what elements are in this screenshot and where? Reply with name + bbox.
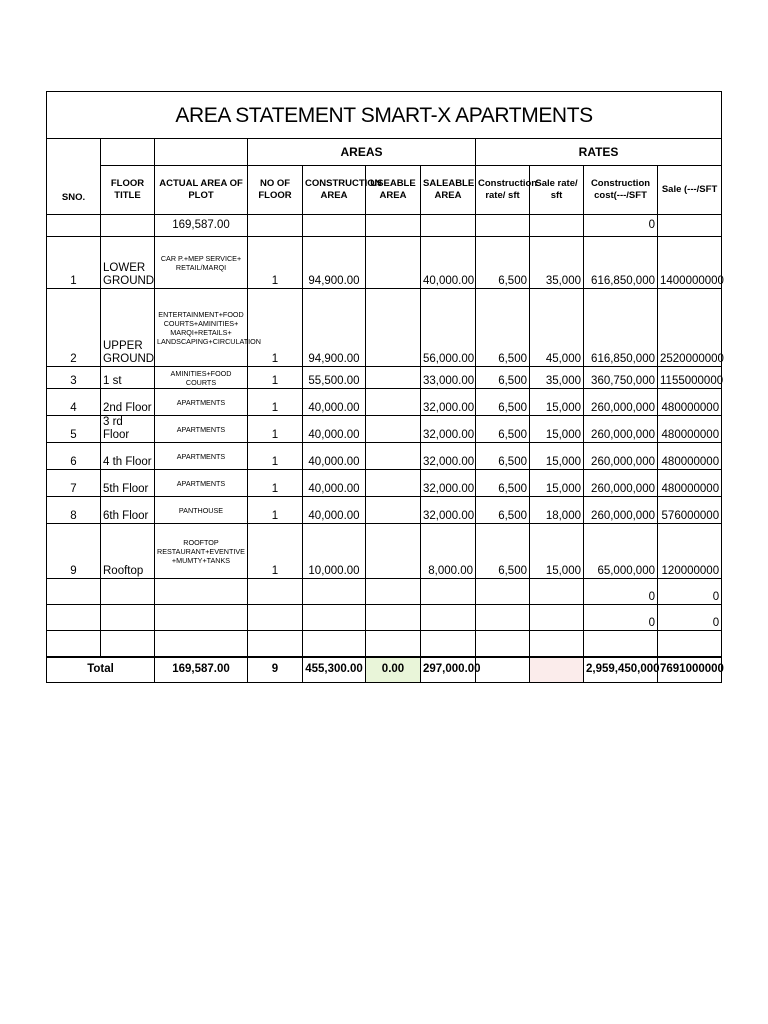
total-row <box>47 657 722 683</box>
row-sale-rate: 15,000 <box>530 524 584 579</box>
row-useable-area <box>366 470 421 497</box>
row-construction-rate: 6,500 <box>476 497 530 524</box>
row-no-of-floor: 1 <box>248 389 303 416</box>
row-useable-area <box>366 289 421 367</box>
row-sale-rate: 15,000 <box>530 416 584 443</box>
row-no-of-floor: 1 <box>248 470 303 497</box>
total-useable-area: 0.00 <box>366 657 421 683</box>
row-no-of-floor: 1 <box>248 416 303 443</box>
extra-sale <box>658 631 722 657</box>
row-construction-area: 94,900.00 <box>303 289 366 367</box>
row-sale-rate: 35,000 <box>530 237 584 289</box>
table-row <box>47 367 722 389</box>
row-sno: 1 <box>47 237 101 289</box>
total-saleable-area: 297,000.00 <box>421 657 476 683</box>
row-construction-rate: 6,500 <box>476 443 530 470</box>
total-construction-cost: 2,959,450,000 <box>584 657 658 683</box>
total-no-of-floor: 9 <box>248 657 303 683</box>
row-description: APARTMENTS <box>155 443 248 470</box>
total-label: Total <box>47 657 155 683</box>
empty-row <box>47 605 722 631</box>
total-construction-area: 455,300.00 <box>303 657 366 683</box>
row-construction-cost: 360,750,000 <box>584 367 658 389</box>
row-description: CAR P.+MEP SERVICE+ RETAIL/MARQI <box>155 237 248 289</box>
row-sale-rate: 18,000 <box>530 497 584 524</box>
row-saleable-area: 40,000.00 <box>421 237 476 289</box>
row-sale: 480000000 <box>658 416 722 443</box>
row-construction-area: 10,000.00 <box>303 524 366 579</box>
table-row <box>47 524 722 579</box>
row-floor-title: 6th Floor <box>101 497 155 524</box>
plot-actual-area: 169,587.00 <box>155 215 248 237</box>
plot-construction-cost: 0 <box>584 215 658 237</box>
row-sno: 4 <box>47 389 101 416</box>
row-no-of-floor: 1 <box>248 524 303 579</box>
row-sale: 576000000 <box>658 497 722 524</box>
table-row <box>47 416 722 443</box>
total-sale: 7691000000 <box>658 657 722 683</box>
row-construction-rate: 6,500 <box>476 367 530 389</box>
row-construction-rate: 6,500 <box>476 389 530 416</box>
header-floor-title: FLOOR TITLE <box>101 166 155 215</box>
row-floor-title: 2nd Floor <box>101 389 155 416</box>
row-no-of-floor: 1 <box>248 367 303 389</box>
row-useable-area <box>366 443 421 470</box>
row-description: APARTMENTS <box>155 389 248 416</box>
row-saleable-area: 32,000.00 <box>421 497 476 524</box>
row-useable-area <box>366 524 421 579</box>
row-saleable-area: 32,000.00 <box>421 416 476 443</box>
empty-row <box>47 631 722 657</box>
table-row <box>47 497 722 524</box>
table-row <box>47 470 722 497</box>
row-description: APARTMENTS <box>155 416 248 443</box>
row-construction-cost: 260,000,000 <box>584 416 658 443</box>
empty-row <box>47 579 722 605</box>
row-construction-rate: 6,500 <box>476 237 530 289</box>
row-construction-rate: 6,500 <box>476 416 530 443</box>
sheet-title: AREA STATEMENT SMART-X APARTMENTS <box>47 92 722 139</box>
row-sale: 120000000 <box>658 524 722 579</box>
row-useable-area <box>366 416 421 443</box>
row-sno: 3 <box>47 367 101 389</box>
row-sno: 6 <box>47 443 101 470</box>
row-sale: 480000000 <box>658 443 722 470</box>
row-sno: 5 <box>47 416 101 443</box>
row-sale: 1400000000 <box>658 237 722 289</box>
row-sno: 8 <box>47 497 101 524</box>
extra-construction-cost: 0 <box>584 605 658 631</box>
row-no-of-floor: 1 <box>248 237 303 289</box>
row-description: APARTMENTS <box>155 470 248 497</box>
row-sale-rate: 15,000 <box>530 470 584 497</box>
row-description: AMINITIES+FOOD COURTS <box>155 367 248 389</box>
row-floor-title: 3 rd Floor <box>101 416 155 443</box>
extra-construction-cost <box>584 631 658 657</box>
extra-sale: 0 <box>658 605 722 631</box>
row-floor-title: 4 th Floor <box>101 443 155 470</box>
row-saleable-area: 8,000.00 <box>421 524 476 579</box>
row-construction-rate: 6,500 <box>476 289 530 367</box>
row-floor-title: Rooftop <box>101 524 155 579</box>
row-construction-area: 40,000.00 <box>303 497 366 524</box>
row-floor-title: LOWER GROUND <box>101 237 155 289</box>
group-rates: RATES <box>476 139 722 166</box>
row-floor-title: 5th Floor <box>101 470 155 497</box>
group-areas: AREAS <box>248 139 476 166</box>
row-description: ROOFTOP RESTAURANT+EVENTIVE +MUMTY+TANKS <box>155 524 248 579</box>
row-sale: 2520000000 <box>658 289 722 367</box>
row-saleable-area: 33,000.00 <box>421 367 476 389</box>
total-actual-area: 169,587.00 <box>155 657 248 683</box>
row-sale-rate: 15,000 <box>530 443 584 470</box>
header-no-of-floor: NO OF FLOOR <box>248 166 303 215</box>
row-saleable-area: 56,000.00 <box>421 289 476 367</box>
row-saleable-area: 32,000.00 <box>421 389 476 416</box>
row-useable-area <box>366 367 421 389</box>
row-sale: 480000000 <box>658 470 722 497</box>
row-useable-area <box>366 237 421 289</box>
table-row <box>47 443 722 470</box>
row-no-of-floor: 1 <box>248 443 303 470</box>
header-useable-area: USEABLE AREA <box>366 166 421 215</box>
extra-construction-cost: 0 <box>584 579 658 605</box>
row-construction-cost: 65,000,000 <box>584 524 658 579</box>
row-construction-area: 94,900.00 <box>303 237 366 289</box>
header-saleable-area: SALEABLE AREA <box>421 166 476 215</box>
row-construction-area: 55,500.00 <box>303 367 366 389</box>
row-construction-area: 40,000.00 <box>303 416 366 443</box>
row-construction-cost: 260,000,000 <box>584 497 658 524</box>
header-actual-area: ACTUAL AREA OF PLOT <box>155 166 248 215</box>
plot-row <box>47 215 722 237</box>
row-construction-area: 40,000.00 <box>303 443 366 470</box>
row-construction-area: 40,000.00 <box>303 389 366 416</box>
header-sno: SNO. <box>47 139 101 215</box>
row-construction-cost: 260,000,000 <box>584 470 658 497</box>
header-sale-rate: Sale rate/ sft <box>530 166 584 215</box>
row-sno: 9 <box>47 524 101 579</box>
row-floor-title: 1 st <box>101 367 155 389</box>
row-description: ENTERTAINMENT+FOOD COURTS+AMINITIES+ MARQI+RETAILS+ LANDSCAPING+CIRCULATION <box>155 289 248 367</box>
row-construction-area: 40,000.00 <box>303 470 366 497</box>
header-construction-cost: Construction cost(---/SFT <box>584 166 658 215</box>
header-construction-area: CONSTRUCTION AREA <box>303 166 366 215</box>
row-construction-cost: 616,850,000 <box>584 289 658 367</box>
header-sale: Sale (---/SFT <box>658 166 722 215</box>
row-construction-cost: 260,000,000 <box>584 443 658 470</box>
row-sale-rate: 35,000 <box>530 367 584 389</box>
row-saleable-area: 32,000.00 <box>421 443 476 470</box>
row-construction-cost: 260,000,000 <box>584 389 658 416</box>
row-sale-rate: 45,000 <box>530 289 584 367</box>
row-construction-rate: 6,500 <box>476 470 530 497</box>
row-construction-rate: 6,500 <box>476 524 530 579</box>
area-statement-table <box>46 91 722 683</box>
row-sale: 480000000 <box>658 389 722 416</box>
row-sale: 1155000000 <box>658 367 722 389</box>
table-row <box>47 289 722 367</box>
row-sno: 2 <box>47 289 101 367</box>
row-sale-rate: 15,000 <box>530 389 584 416</box>
table-row <box>47 389 722 416</box>
row-sno: 7 <box>47 470 101 497</box>
row-description: PANTHOUSE <box>155 497 248 524</box>
row-saleable-area: 32,000.00 <box>421 470 476 497</box>
area-statement-sheet <box>46 91 724 683</box>
row-floor-title: UPPER GROUND <box>101 289 155 367</box>
row-no-of-floor: 1 <box>248 289 303 367</box>
row-no-of-floor: 1 <box>248 497 303 524</box>
row-useable-area <box>366 497 421 524</box>
header-construction-rate: Construction rate/ sft <box>476 166 530 215</box>
table-row <box>47 237 722 289</box>
row-useable-area <box>366 389 421 416</box>
extra-sale: 0 <box>658 579 722 605</box>
row-construction-cost: 616,850,000 <box>584 237 658 289</box>
